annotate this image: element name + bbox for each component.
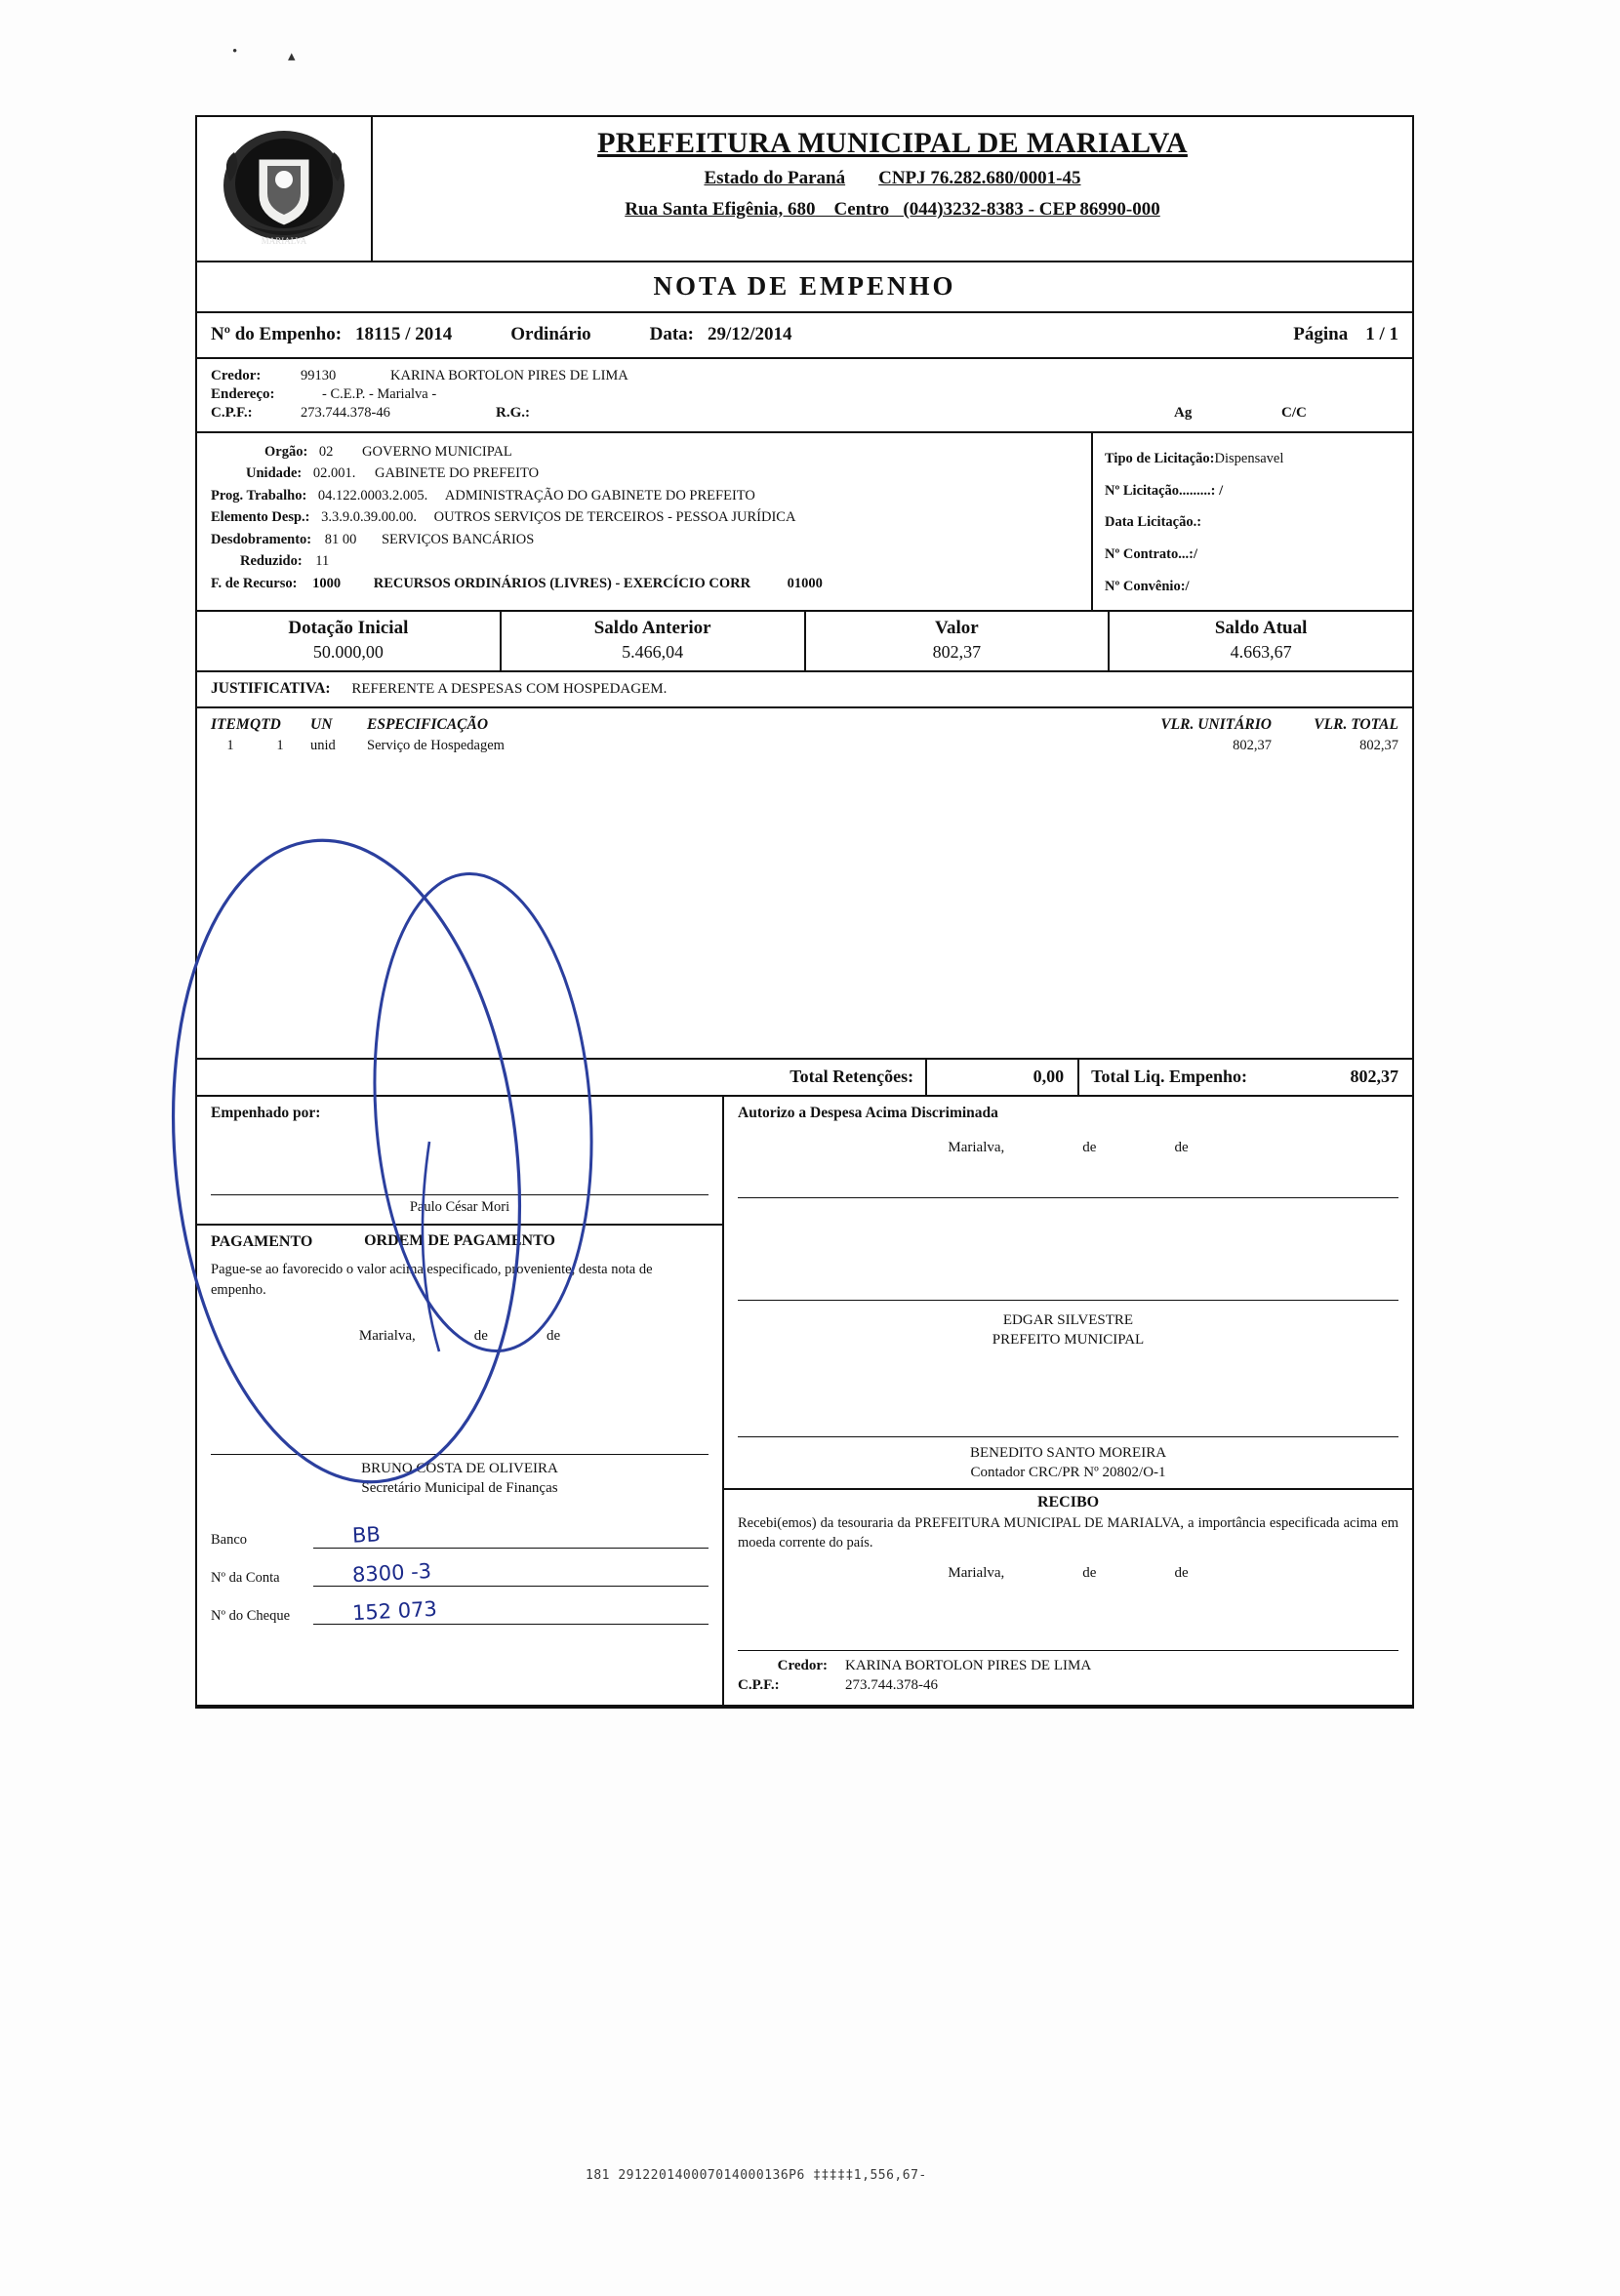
recibo-cpf-value: 273.744.378-46 bbox=[845, 1676, 938, 1693]
elemento-desp-row bbox=[211, 506, 1081, 528]
page-label: Página bbox=[1293, 324, 1349, 344]
elemento-name: OUTROS SERVIÇOS DE TERCEIROS - PESSOA JURÍDICA bbox=[433, 509, 796, 526]
unidade-label: Unidade: bbox=[246, 465, 303, 482]
state-label: Estado do Paraná bbox=[704, 168, 846, 188]
barcode-value: 291220140007014000136P6 ‡‡‡‡‡1,556,67- bbox=[618, 2168, 927, 2183]
reduzido-value: 11 bbox=[315, 553, 330, 570]
items-table bbox=[197, 708, 1412, 1060]
barcode-prefix: 181 bbox=[586, 2168, 610, 2183]
items-header-un: UN bbox=[310, 716, 333, 734]
item-number: 1 bbox=[226, 738, 234, 754]
item-vlr-total: 802,37 bbox=[1359, 738, 1398, 754]
recibo-text: Recebi(emos) da tesouraria da PREFEITURA MUNICIPAL DE MARIALVA, a importância especificada acima em moeda corrente do país. bbox=[738, 1515, 1398, 1551]
credor-name: KARINA BORTOLON PIRES DE LIMA bbox=[390, 368, 628, 383]
item-vlr-unitario: 802,37 bbox=[1233, 738, 1272, 754]
signature-left-column bbox=[197, 1097, 724, 1705]
conta-handwritten-value: 8300 -3 bbox=[351, 1558, 432, 1587]
cnpj-label: CNPJ 76.282.680/0001-45 bbox=[878, 168, 1081, 188]
banco-handwritten-value: BB bbox=[351, 1521, 382, 1548]
autorizo-label: Autorizo a Despesa Acima Discriminada bbox=[738, 1105, 998, 1122]
cheque-field-row[interactable] bbox=[211, 1596, 709, 1625]
empenho-date-value: 29/12/2014 bbox=[708, 324, 792, 344]
justificativa-label: JUSTIFICATIVA: bbox=[211, 680, 331, 698]
header-text-block bbox=[373, 117, 1412, 261]
empenhado-por-label: Empenhado por: bbox=[211, 1105, 321, 1122]
orgao-row bbox=[211, 441, 1081, 463]
autorizo-place-date bbox=[738, 1140, 1398, 1156]
prefeito-name: EDGAR SILVESTRE bbox=[1002, 1312, 1134, 1329]
desdobramento-code: 81 00 bbox=[324, 531, 357, 547]
items-header-especificacao: ESPECIFICAÇÃO bbox=[367, 716, 489, 734]
signature-right-column bbox=[724, 1097, 1412, 1705]
empenho-type: Ordinário bbox=[510, 324, 591, 344]
conta-input[interactable] bbox=[313, 1558, 709, 1587]
pagamento-block bbox=[197, 1226, 722, 1509]
saldo-value-0: 50.000,00 bbox=[312, 642, 384, 663]
total-retencoes-label: Total Retenções: bbox=[790, 1067, 914, 1087]
cpf-label: C.P.F.: bbox=[211, 405, 253, 421]
recurso-extra: 01000 bbox=[787, 575, 823, 591]
cheque-label: Nº do Cheque bbox=[211, 1607, 291, 1624]
pagamento-de-2: de bbox=[546, 1328, 561, 1345]
ag-label: Ag bbox=[1174, 405, 1193, 421]
contador-name: BENEDITO SANTO MOREIRA bbox=[969, 1444, 1167, 1461]
recibo-city: Marialva, bbox=[948, 1564, 1005, 1581]
banco-label: Banco bbox=[211, 1531, 248, 1548]
document-type-title: NOTA DE EMPENHO bbox=[197, 262, 1412, 313]
saldo-header-3: Saldo Atual bbox=[1214, 618, 1308, 639]
city-title: PREFEITURA MUNICIPAL DE MARIALVA bbox=[597, 127, 1188, 159]
data-licitacao-label: Data Licitação.: bbox=[1105, 514, 1202, 531]
total-liquido-value: 802,37 bbox=[1350, 1067, 1398, 1087]
saldo-value-3: 4.663,67 bbox=[1230, 642, 1292, 663]
address-phone-cep: (044)3232-8383 - CEP 86990-000 bbox=[903, 199, 1160, 220]
svg-text:MARIALVA: MARIALVA bbox=[261, 236, 307, 246]
nota-de-empenho-document bbox=[195, 115, 1414, 1709]
prog-name: ADMINISTRAÇÃO DO GABINETE DO PREFEITO bbox=[444, 487, 755, 504]
recibo-credor-label: Credor: bbox=[777, 1657, 828, 1673]
header-state-cnpj bbox=[373, 168, 1412, 189]
recibo-credor-name: KARINA BORTOLON PIRES DE LIMA bbox=[845, 1657, 1092, 1673]
unidade-row bbox=[211, 463, 1081, 484]
total-retencoes-value: 0,00 bbox=[925, 1060, 1077, 1095]
saldo-header-0: Dotação Inicial bbox=[288, 618, 409, 639]
empenhado-por-block bbox=[197, 1097, 722, 1194]
total-liquido-label: Total Liq. Empenho: bbox=[1077, 1060, 1257, 1095]
conta-label: Nº da Conta bbox=[211, 1569, 280, 1586]
footer-barcode-text bbox=[586, 2168, 927, 2183]
contador-role: Contador CRC/PR Nº 20802/O-1 bbox=[970, 1464, 1166, 1480]
autorizo-block bbox=[724, 1097, 1412, 1482]
prefeito-role: PREFEITO MUNICIPAL bbox=[992, 1332, 1145, 1349]
items-header-qtd: QTD bbox=[250, 716, 281, 734]
endereco-label: Endereço: bbox=[211, 386, 275, 402]
cpf-rg-row bbox=[211, 405, 1398, 422]
credor-label: Credor: bbox=[211, 368, 262, 383]
totals-row bbox=[197, 1060, 1412, 1097]
justificativa-text: REFERENTE A DESPESAS COM HOSPEDAGEM. bbox=[351, 681, 668, 698]
unidade-code: 02.001. bbox=[312, 465, 356, 482]
numero-contrato-label: Nº Contrato...:/ bbox=[1105, 545, 1197, 562]
autorizo-city: Marialva, bbox=[948, 1140, 1005, 1156]
conta-field-row[interactable] bbox=[211, 1558, 709, 1587]
prog-code: 04.122.0003.2.005. bbox=[317, 487, 428, 504]
bank-fields-block bbox=[197, 1509, 722, 1634]
credor-block bbox=[197, 359, 1412, 433]
autorizo-de-1: de bbox=[1082, 1140, 1097, 1156]
pagamento-place-date bbox=[211, 1328, 709, 1345]
saldo-header-2: Valor bbox=[935, 618, 979, 639]
items-header-item: ITEM bbox=[211, 716, 250, 734]
pagamento-label: PAGAMENTO bbox=[211, 1233, 313, 1251]
saldo-value-1: 5.466,04 bbox=[622, 642, 684, 663]
reduzido-row bbox=[211, 550, 1081, 572]
item-un: unid bbox=[310, 738, 336, 754]
header-address bbox=[373, 199, 1412, 221]
recurso-name: RECURSOS ORDINÁRIOS (LIVRES) - EXERCÍCIO CORR bbox=[373, 575, 751, 591]
pagamento-text: Pague-se ao favorecido o valor acima especificado, proveniente, desta nota de empenho. bbox=[211, 1262, 653, 1299]
rg-label: R.G.: bbox=[496, 405, 530, 421]
recibo-de-1: de bbox=[1082, 1564, 1097, 1581]
recibo-title: RECIBO bbox=[1036, 1494, 1100, 1511]
tipo-licitacao-row bbox=[1105, 443, 1404, 475]
banco-field-row[interactable] bbox=[211, 1521, 709, 1549]
empenho-number-value: 18115 / 2014 bbox=[355, 324, 453, 344]
page-value: 1 / 1 bbox=[1365, 324, 1398, 344]
recibo-place-date bbox=[724, 1565, 1412, 1582]
cheque-input[interactable] bbox=[313, 1596, 709, 1625]
empenho-date-label: Data: bbox=[649, 324, 694, 344]
desdobramento-name: SERVIÇOS BANCÁRIOS bbox=[381, 531, 535, 547]
secretario-name: BRUNO COSTA DE OLIVEIRA bbox=[361, 1461, 558, 1477]
saldo-col-saldo-anterior bbox=[502, 612, 806, 670]
recurso-code: 1000 bbox=[312, 575, 342, 591]
dotacao-licitacao-section bbox=[197, 433, 1412, 612]
secretario-role: Secretário Municipal de Finanças bbox=[361, 1480, 558, 1497]
empenho-summary-row bbox=[197, 313, 1412, 359]
tipo-licitacao-value: Dispensavel bbox=[1214, 451, 1284, 466]
numero-licitacao-label: Nº Licitação.........: / bbox=[1105, 482, 1224, 499]
orgao-name: GOVERNO MUNICIPAL bbox=[362, 444, 512, 460]
scan-artifact-dot-1: • bbox=[232, 44, 238, 60]
address-district: Centro bbox=[833, 199, 890, 220]
numero-convenio-label: Nº Convênio:/ bbox=[1105, 578, 1190, 594]
banco-input[interactable] bbox=[313, 1521, 709, 1549]
tipo-licitacao-label: Tipo de Licitação: bbox=[1105, 451, 1215, 466]
document-header bbox=[197, 117, 1412, 262]
items-header-row bbox=[211, 716, 1398, 734]
elemento-code: 3.3.9.0.39.00.00. bbox=[321, 509, 417, 526]
unidade-name: GABINETE DO PREFEITO bbox=[374, 465, 540, 482]
desdobramento-row bbox=[211, 529, 1081, 550]
saldo-col-saldo-atual bbox=[1110, 612, 1412, 670]
elemento-label: Elemento Desp.: bbox=[211, 509, 310, 526]
cc-label: C/C bbox=[1281, 405, 1307, 421]
address-street: Rua Santa Efigênia, 680 bbox=[625, 199, 816, 220]
credor-code: 99130 bbox=[301, 368, 337, 383]
saldo-col-valor bbox=[806, 612, 1111, 670]
item-qtd: 1 bbox=[276, 738, 284, 754]
orgao-code: 02 bbox=[318, 444, 334, 460]
cpf-value: 273.744.378-46 bbox=[301, 405, 390, 421]
orgao-label: Orgão: bbox=[264, 444, 308, 460]
city-crest-icon bbox=[197, 117, 373, 261]
items-header-vlr-total: VLR. TOTAL bbox=[1314, 716, 1398, 734]
recurso-label: F. de Recurso: bbox=[211, 575, 298, 591]
scan-artifact-dot-2: ▴ bbox=[288, 49, 296, 64]
justificativa-row bbox=[197, 672, 1412, 708]
prog-trabalho-row bbox=[211, 485, 1081, 506]
recibo-cpf-label: C.P.F.: bbox=[738, 1676, 780, 1693]
autorizo-de-2: de bbox=[1174, 1140, 1189, 1156]
reduzido-label: Reduzido: bbox=[240, 553, 303, 570]
pagamento-city: Marialva, bbox=[358, 1328, 416, 1345]
endereco-row bbox=[211, 386, 1398, 403]
recibo-credor-block bbox=[724, 1651, 1412, 1705]
items-header-vlr-unitario: VLR. UNITÁRIO bbox=[1160, 716, 1272, 734]
signature-section bbox=[197, 1097, 1412, 1707]
pagamento-de-1: de bbox=[473, 1328, 488, 1345]
empenhado-name: Paulo César Mori bbox=[409, 1199, 510, 1216]
recibo-credor-row bbox=[738, 1658, 1398, 1674]
fonte-recurso-row bbox=[211, 573, 1081, 594]
empenho-number-label: Nº do Empenho: bbox=[211, 324, 343, 344]
item-especificacao: Serviço de Hospedagem bbox=[367, 738, 505, 754]
ordem-pagamento-label: ORDEM DE PAGAMENTO bbox=[364, 1232, 555, 1250]
cheque-handwritten-value: 152 073 bbox=[351, 1596, 438, 1625]
desdobramento-label: Desdobramento: bbox=[211, 531, 312, 547]
dotacao-block bbox=[197, 433, 1091, 610]
credor-row bbox=[211, 368, 1398, 384]
saldos-table bbox=[197, 612, 1412, 672]
saldo-header-1: Saldo Anterior bbox=[593, 618, 711, 639]
prog-label: Prog. Trabalho: bbox=[211, 487, 307, 504]
table-row bbox=[211, 738, 1398, 754]
licitacao-block bbox=[1091, 433, 1412, 610]
recibo-cpf-row bbox=[738, 1677, 1398, 1694]
endereco-value: - C.E.P. - Marialva - bbox=[322, 386, 437, 402]
saldo-value-2: 802,37 bbox=[932, 642, 982, 663]
saldo-col-dotacao-inicial bbox=[197, 612, 502, 670]
recibo-de-2: de bbox=[1174, 1564, 1189, 1581]
